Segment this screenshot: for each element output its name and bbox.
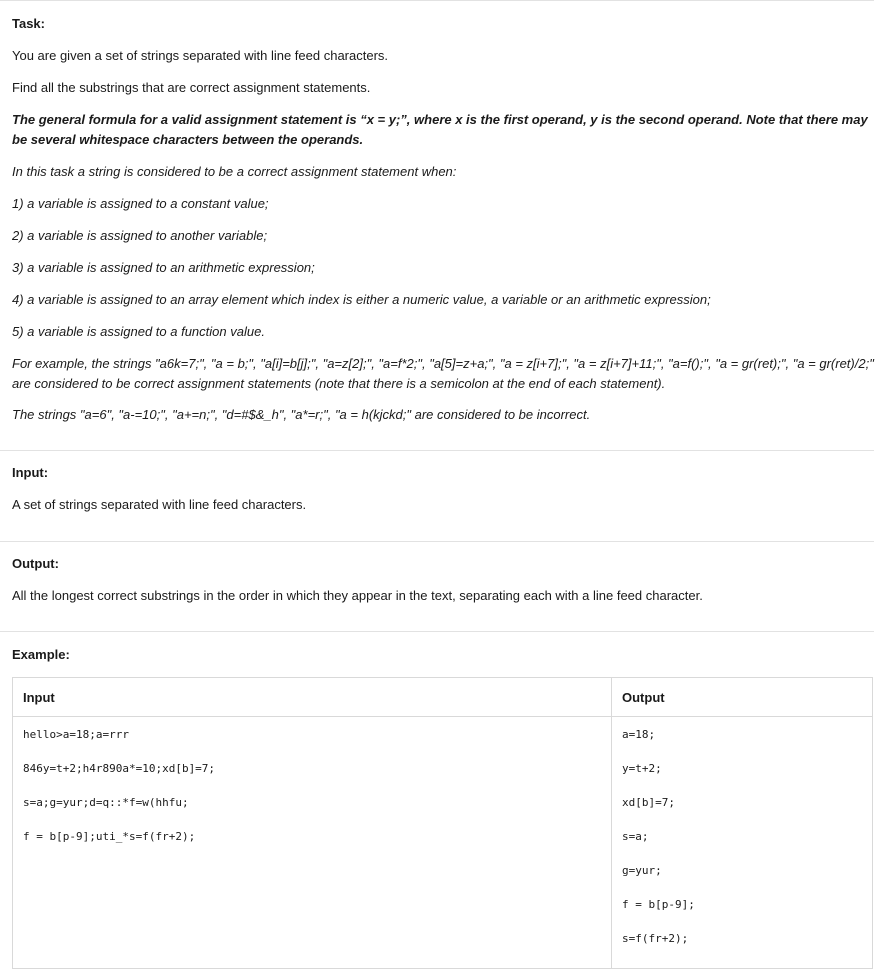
example-output-line: y=t+2; bbox=[622, 762, 662, 775]
example-output-line: a=18; bbox=[622, 728, 656, 741]
example-input-cell bbox=[13, 717, 612, 969]
divider-output bbox=[0, 541, 874, 542]
input-column-header: Input bbox=[13, 678, 612, 717]
divider-input bbox=[0, 450, 874, 451]
task-paragraph-2: Find all the substrings that are correct assignment statements. bbox=[12, 80, 371, 95]
divider-example bbox=[0, 631, 874, 632]
input-description: A set of strings separated with line feed characters. bbox=[12, 497, 307, 512]
task-heading: Task: bbox=[12, 16, 45, 31]
example-output-line: s=a; bbox=[622, 830, 649, 843]
top-divider bbox=[0, 0, 874, 1]
example-output-line: g=yur; bbox=[622, 864, 662, 877]
correct-examples: For example, the strings "a6k=7;", "a = b;", "a[i]=b[j];", "a=z[2];", "a=f*2;", "a[5]=z+a;", "a = z[i+7];", "a = z[i+7]+11;", "a=f();", "a = gr(ret);", "a = gr(ret)/2;" are considered to be correct assignment statements (note that there is a semicolon at the end of each statement). bbox=[12, 356, 874, 391]
output-description: All the longest correct substrings in the order in which they appear in the text, separating each with a line feed character. bbox=[12, 588, 703, 603]
task-paragraph-1: You are given a set of strings separated with line feed characters. bbox=[12, 48, 389, 63]
example-output-cell bbox=[612, 717, 873, 969]
criteria-intro: In this task a string is considered to be a correct assignment statement when: bbox=[12, 164, 457, 179]
example-heading: Example: bbox=[12, 647, 70, 662]
example-output-line: s=f(fr+2); bbox=[622, 932, 689, 945]
example-output-line: f = b[p-9]; bbox=[622, 898, 695, 911]
example-input-line: s=a;g=yur;d=q::*f=w(hhfu; bbox=[23, 796, 189, 809]
criterion-5: 5) a variable is assigned to a function value. bbox=[12, 324, 265, 339]
example-body-row bbox=[13, 717, 873, 969]
example-input-line: hello>a=18;a=rrr bbox=[23, 728, 129, 741]
incorrect-examples: The strings "a=6", "a-=10;", "a+=n;", "d=#$&_h", "a*=r;", "a = h(kjckd;" are considered to be incorrect. bbox=[12, 407, 591, 422]
output-column-header: Output bbox=[612, 678, 873, 717]
criterion-4: 4) a variable is assigned to an array element which index is either a numeric value, a variable or an arithmetic expression; bbox=[12, 292, 711, 307]
example-output-line: xd[b]=7; bbox=[622, 796, 675, 809]
example-input-line: f = b[p-9];uti_*s=f(fr+2); bbox=[23, 830, 196, 843]
criterion-2: 2) a variable is assigned to another variable; bbox=[12, 228, 268, 243]
example-table bbox=[12, 677, 873, 969]
example-header-row bbox=[13, 678, 873, 717]
assignment-formula: The general formula for a valid assignment statement is “x = y;”, where x is the first operand, y is the second operand. Note that there may be several whitespace characters between the operands. bbox=[12, 112, 868, 147]
example-input-line: 846y=t+2;h4r890a*=10;xd[b]=7; bbox=[23, 762, 216, 775]
output-heading: Output: bbox=[12, 556, 59, 571]
criterion-1: 1) a variable is assigned to a constant value; bbox=[12, 196, 269, 211]
criterion-3: 3) a variable is assigned to an arithmetic expression; bbox=[12, 260, 315, 275]
input-heading: Input: bbox=[12, 465, 49, 480]
